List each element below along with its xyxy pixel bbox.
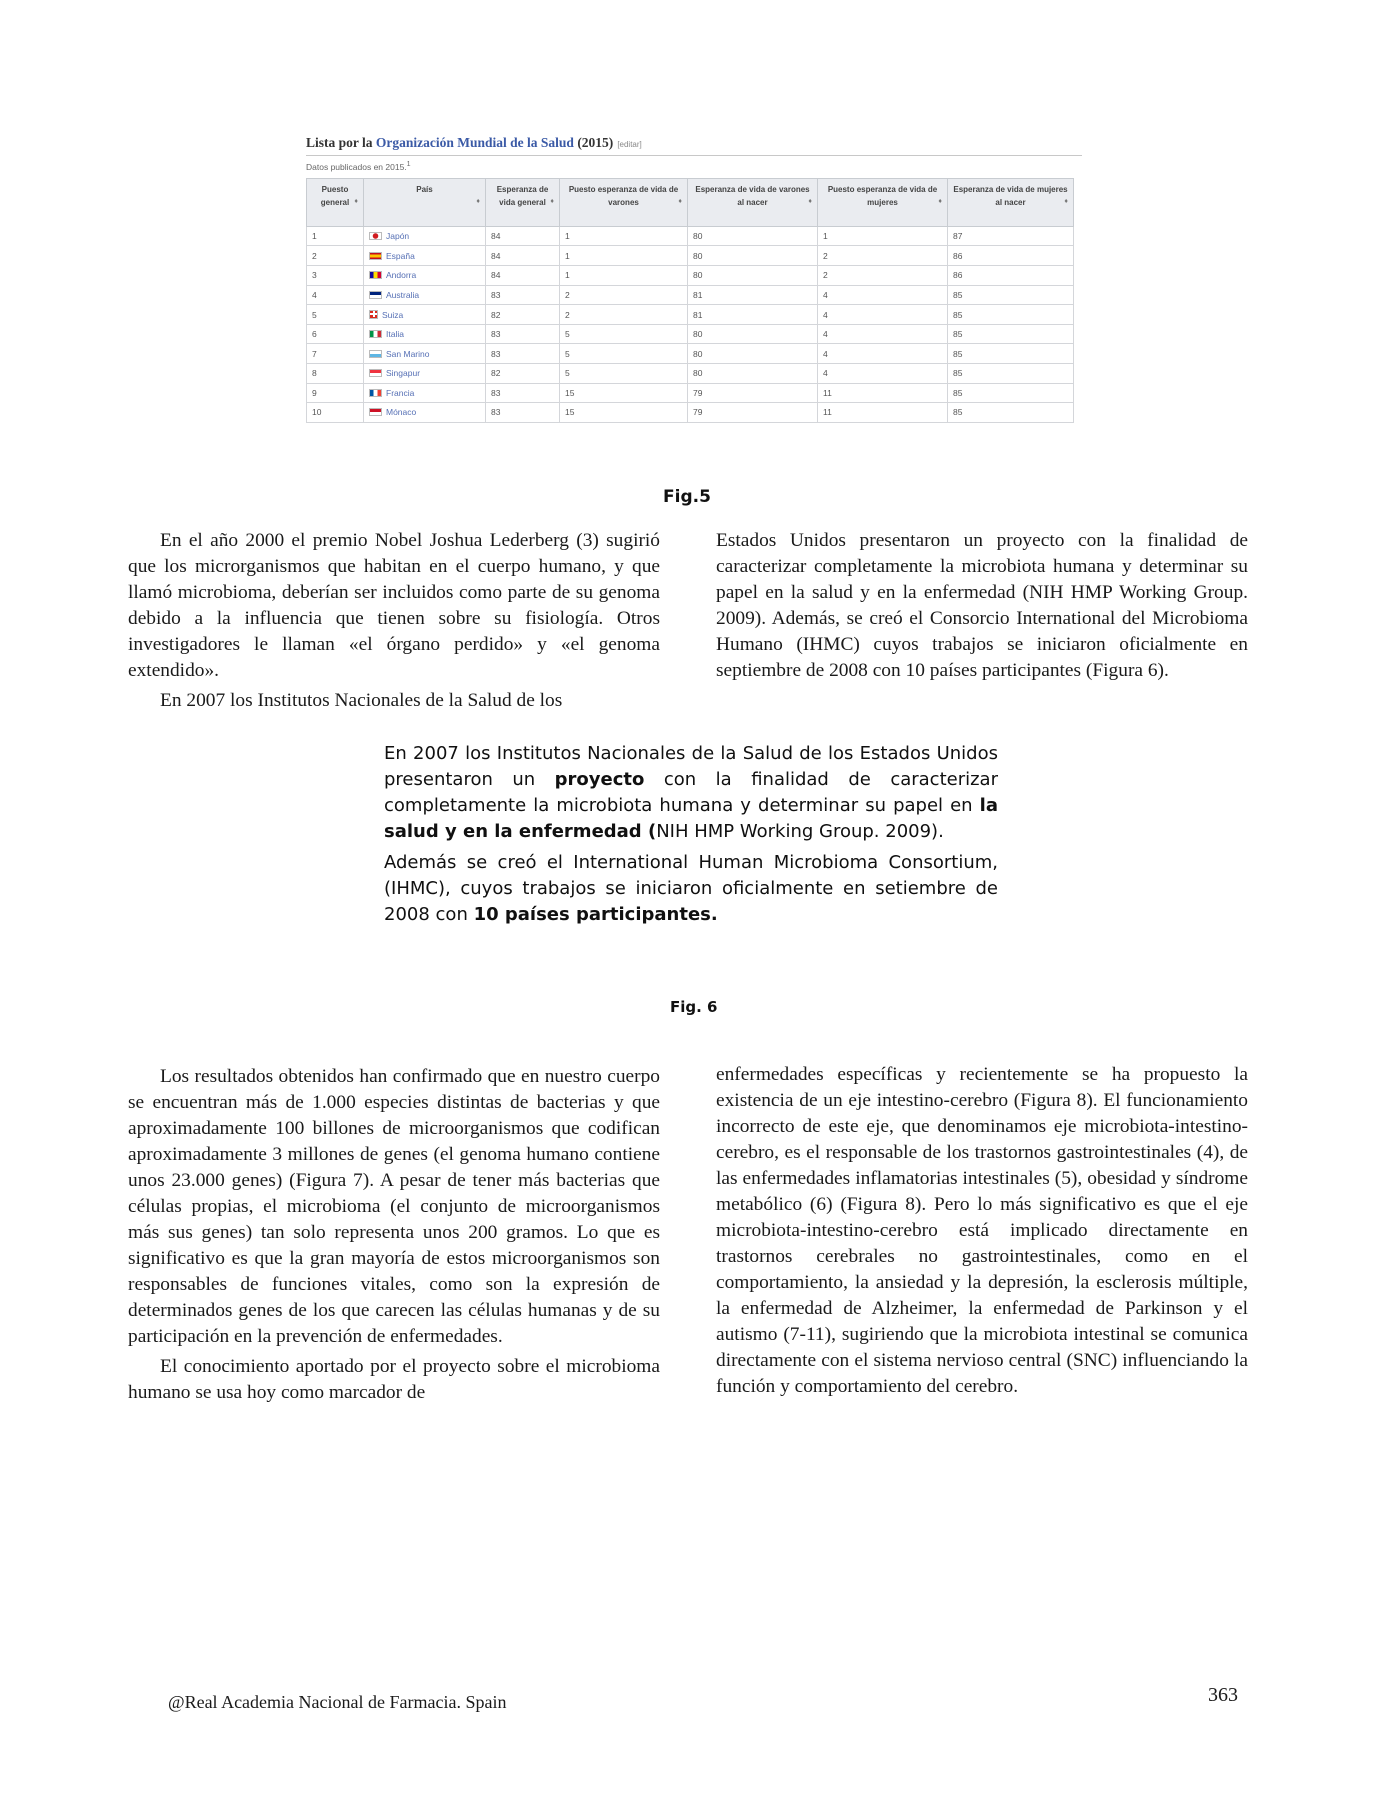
italy-flag-icon (369, 330, 382, 338)
female-life-cell: 86 (948, 266, 1074, 286)
table-row (307, 363, 1074, 383)
text-column-right-lower (716, 1062, 1248, 1400)
life-expectancy-cell: 84 (486, 246, 560, 266)
country-name: Suiza (382, 309, 404, 320)
country-cell (364, 226, 486, 246)
life-expectancy-cell: 83 (486, 383, 560, 403)
male-life-cell: 80 (688, 226, 818, 246)
rank-cell: 5 (307, 305, 364, 325)
male-rank-cell: 5 (560, 324, 688, 344)
female-life-cell: 85 (948, 305, 1074, 325)
male-life-cell: 80 (688, 246, 818, 266)
male-rank-cell: 5 (560, 363, 688, 383)
rank-cell: 1 (307, 226, 364, 246)
japan-flag-icon (369, 232, 382, 240)
table-subtitle-ref: 1 (406, 160, 411, 168)
male-rank-cell: 2 (560, 285, 688, 305)
table-row (307, 383, 1074, 403)
life-expectancy-cell: 83 (486, 324, 560, 344)
male-rank-cell: 2 (560, 305, 688, 325)
male-life-cell: 80 (688, 344, 818, 364)
figure-6-paragraph: Además se creó el International Human Microbioma Consortium, (IHMC), cuyos trabajos se iniciaron oficialmente en setiembre de 2008 con 10 países participantes. (384, 852, 998, 925)
paragraph: Los resultados obtenidos han confirmado que en nuestro cuerpo se encuentran más de 1.000 especies distintas de bacterias y que aproximadamente 100 billones de microorganismos que codifican aproximadamente 3 millones de genes (el genoma humano contiene unos 23.000 genes) (Figura 7). A pesar de tener más bacterias que células propias, el microbioma (el conjunto de microorganismos más sus genes) tan solo representa unos 200 gramos. Lo que es significativo es que la gran mayoría de estos microorganismos son responsables de funciones vitales, como son la expresión de determinados genes de los que carecen las células humanas y de su participación en la prevención de enfermedades. (128, 1066, 660, 1347)
female-rank-cell: 2 (818, 246, 948, 266)
life-expectancy-table (306, 178, 1074, 423)
paragraph: En el año 2000 el premio Nobel Joshua Lederberg (3) sugirió que los microrganismos que habitan en el cuerpo humano, y que llamó microbioma, deberían ser incluidos como parte de su genoma debido a la influencia que tienen sobre su fisiología. Otros investigadores le llaman «el órgano perdido» y «el genoma extendido». (128, 530, 660, 681)
female-life-cell: 85 (948, 383, 1074, 403)
spain-flag-icon (369, 252, 382, 260)
male-rank-cell: 5 (560, 344, 688, 364)
sort-icon: ♦ (550, 197, 554, 205)
paragraph: El conocimiento aportado por el proyecto sobre el microbioma humano se usa hoy como marcador de (128, 1356, 660, 1403)
column-header: País ♦ (364, 178, 486, 226)
monaco-flag-icon (369, 408, 382, 416)
rank-cell: 6 (307, 324, 364, 344)
male-life-cell: 81 (688, 285, 818, 305)
sort-icon: ♦ (678, 197, 682, 205)
column-header: Esperanza de vida de mujeres al nacer ♦ (948, 178, 1074, 226)
paragraph: En 2007 los Institutos Nacionales de la Salud de los (160, 690, 563, 711)
female-life-cell: 85 (948, 403, 1074, 423)
text-column-left-upper (128, 528, 660, 714)
rank-cell: 3 (307, 266, 364, 286)
female-rank-cell: 4 (818, 344, 948, 364)
san-marino-flag-icon (369, 350, 382, 358)
female-rank-cell: 11 (818, 383, 948, 403)
footer-copyright: @Real Academia Nacional de Farmacia. Spain (168, 1692, 507, 1712)
country-name: Japón (386, 231, 410, 242)
singapore-flag-icon (369, 369, 382, 377)
life-expectancy-cell: 84 (486, 266, 560, 286)
country-name: San Marino (386, 348, 430, 359)
country-name: España (386, 250, 415, 261)
rank-cell: 7 (307, 344, 364, 364)
male-life-cell: 79 (688, 403, 818, 423)
female-rank-cell: 1 (818, 226, 948, 246)
switzerland-flag-icon (369, 310, 378, 319)
column-header: Puesto esperanza de vida de mujeres ♦ (818, 178, 948, 226)
table-subtitle-text: Datos publicados en 2015. (306, 161, 407, 172)
male-life-cell: 80 (688, 266, 818, 286)
female-life-cell: 85 (948, 344, 1074, 364)
male-rank-cell: 15 (560, 383, 688, 403)
country-name: Mónaco (386, 407, 417, 418)
table-row (307, 285, 1074, 305)
life-expectancy-cell: 82 (486, 363, 560, 383)
female-rank-cell: 4 (818, 285, 948, 305)
table-row (307, 403, 1074, 423)
figure-6-paragraph: En 2007 los Institutos Nacionales de la Salud de los Estados Unidos presentaron un proyecto con la finalidad de caracterizar completamente la microbiota humana y determinar su papel en la salud y en la enfermedad (NIH HMP Working Group. 2009). (384, 743, 998, 842)
column-header: Esperanza de vida de varones al nacer ♦ (688, 178, 818, 226)
female-rank-cell: 2 (818, 266, 948, 286)
life-expectancy-cell: 83 (486, 344, 560, 364)
male-life-cell: 81 (688, 305, 818, 325)
rank-cell: 2 (307, 246, 364, 266)
country-name: Singapur (386, 368, 421, 379)
australia-flag-icon (369, 291, 382, 299)
sort-icon: ♦ (808, 197, 812, 205)
table-row (307, 305, 1074, 325)
country-cell (364, 285, 486, 305)
sort-icon: ♦ (938, 197, 942, 205)
female-rank-cell: 11 (818, 403, 948, 423)
figure-5-caption: Fig.5 (663, 487, 711, 507)
rank-cell: 4 (307, 285, 364, 305)
female-rank-cell: 4 (818, 324, 948, 344)
table-body (307, 226, 1074, 422)
table-title (306, 135, 1082, 151)
figure-6-caption: Fig. 6 (670, 998, 718, 1016)
table-title-prefix: Lista por la (306, 135, 376, 150)
table-row (307, 344, 1074, 364)
country-cell (364, 403, 486, 423)
table-row (307, 246, 1074, 266)
sort-icon: ♦ (1064, 197, 1068, 205)
country-cell (364, 344, 486, 364)
edit-label: [editar] (617, 140, 642, 149)
table-title-suffix: (2015) (573, 135, 614, 150)
title-rule (306, 155, 1082, 156)
text-column-left-lower (128, 1064, 660, 1406)
country-cell (364, 266, 486, 286)
female-life-cell: 85 (948, 363, 1074, 383)
table-row (307, 266, 1074, 286)
table-row (307, 226, 1074, 246)
country-name: Andorra (386, 270, 417, 281)
female-rank-cell: 4 (818, 363, 948, 383)
male-life-cell: 80 (688, 324, 818, 344)
france-flag-icon (369, 389, 382, 397)
life-expectancy-cell: 83 (486, 285, 560, 305)
text-column-right-upper (716, 528, 1248, 684)
country-name: Australia (386, 289, 420, 300)
male-rank-cell: 1 (560, 226, 688, 246)
page-number: 363 (1208, 1684, 1238, 1706)
rank-cell: 10 (307, 403, 364, 423)
female-life-cell: 87 (948, 226, 1074, 246)
figure-5-table-image (306, 135, 1082, 441)
female-life-cell: 86 (948, 246, 1074, 266)
andorra-flag-icon (369, 271, 382, 279)
paragraph: Estados Unidos presentaron un proyecto con la finalidad de caracterizar completamente la microbiota humana y determinar su papel en la salud y en la enfermedad (NIH HMP Working Group. 2009). Además, se creó el Consorcio International del Microbioma Humano (IHMC) cuyos trabajos se iniciaron oficialmente en septiembre de 2008 con 10 países participantes (Figura 6). (716, 530, 1248, 681)
country-name: Francia (386, 387, 415, 398)
table-title-link: Organización Mundial de la Salud (375, 135, 574, 150)
column-header: Puesto general ♦ (307, 178, 364, 226)
female-life-cell: 85 (948, 285, 1074, 305)
male-rank-cell: 15 (560, 403, 688, 423)
country-cell (364, 324, 486, 344)
life-expectancy-cell: 82 (486, 305, 560, 325)
column-header: Esperanza de vida general ♦ (486, 178, 560, 226)
table-subtitle (306, 160, 1082, 172)
table-header-row (307, 178, 1074, 226)
country-name: Italia (386, 329, 404, 340)
male-life-cell: 80 (688, 363, 818, 383)
country-cell (364, 305, 486, 325)
sort-icon: ♦ (354, 197, 358, 205)
female-life-cell: 85 (948, 324, 1074, 344)
figure-6-text-image (384, 741, 998, 928)
rank-cell: 8 (307, 363, 364, 383)
male-life-cell: 79 (688, 383, 818, 403)
life-expectancy-cell: 84 (486, 226, 560, 246)
female-rank-cell: 4 (818, 305, 948, 325)
country-cell (364, 383, 486, 403)
male-rank-cell: 1 (560, 266, 688, 286)
column-header: Puesto esperanza de vida de varones ♦ (560, 178, 688, 226)
paragraph: enfermedades específicas y recientemente se ha propuesto la existencia de un eje intestino-cerebro (Figura 8). El funcionamiento incorrecto de este eje, que denominamos eje microbiota-intestino-cerebro, es el responsable de los trastornos gastrointestinales (4), de las enfermedades inflamatorias intestinales (5), obesidad y síndrome metabólico (6) (Figura 8). Pero lo más significativo es que el eje microbiota-intestino-cerebro está implicado directamente en trastornos cerebrales no gastrointestinales, como en el comportamiento, la ansiedad y la depresión, la esclerosis múltiple, la enfermedad de Alzheimer, la enfermedad de Parkinson y el autismo (7-11), sugiriendo que la microbiota intestinal se comunica directamente con el sistema nervioso central (SNC) influenciando la función y comportamiento del cerebro. (716, 1064, 1248, 1397)
country-cell (364, 246, 486, 266)
male-rank-cell: 1 (560, 246, 688, 266)
life-expectancy-cell: 83 (486, 403, 560, 423)
sort-icon: ♦ (476, 197, 480, 205)
rank-cell: 9 (307, 383, 364, 403)
table-row (307, 324, 1074, 344)
country-cell (364, 363, 486, 383)
